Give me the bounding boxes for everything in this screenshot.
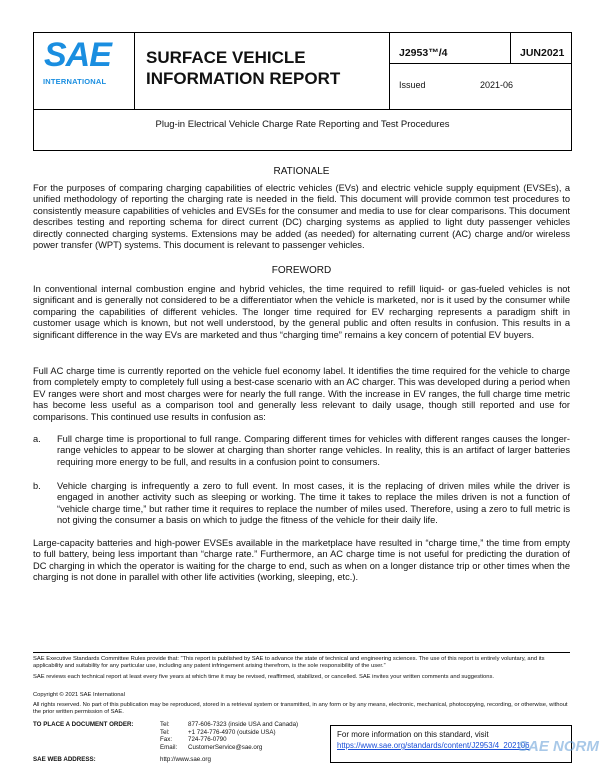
standard-url-link[interactable]: https://www.sae.org/standards/content/J2953/4_202106 [337,741,530,750]
copyright-text: Copyright © 2021 SAE International [33,692,125,698]
list-item: a. Full charge time is proportional to full range. Comparing different times for vehicles with different ranges causes the longer-range vehicles to appear to be slower at charging than shorter range vehicles. In reality, this is an artifact of larger batteries requiring more energy to be full, and results in a confusion point to consumers. [33,434,570,467]
foreword-paragraph-2: Full AC charge time is currently reported on the vehicle fuel economy label. It identifies the time required for the vehicle to charge from completely empty to completely full using a best-case scenario with an AC charger. This was developed during a period when EV ranges were short and most charges were for nearly the full range. With the increase in EV ranges, the full charge time metric has become less useful as a comparison tool and generally less relevant to daily usage, though still reported and use for comparisons. This continued use results in confusion as: [33,366,570,422]
review-text: SAE reviews each technical report at least every five years at which time it may be revised, reaffirmed, stabilized, or cancelled. SAE invites your written comments and suggestions. [33,674,494,680]
rationale-text: For the purposes of comparing charging capabilities of electric vehicles (EVs) and electric vehicle supply equipment (EVSEs), a unified methodology of reporting the charging rate is needed in the field. This document will provide common test procedures to consistently measure capabilities of vehicles and EVSEs for the consumer and media to use for clear comparisons. This document describes testing and reporting schema for direct current (DC) charging systems as applied to light duty passenger vehicles directly connected charging systems. Extensions may be added (as needed) for alternating current (AC) charge and/or wireless power transfer (WPT) systems. This document is relevant to passenger vehicles. [33,183,570,251]
foreword-paragraph-1: In conventional internal combustion engine and hybrid vehicles, the time required to refill liquid- or gas-fueled vehicles is not significant and is generally not considered to be a differentiator when the vehicle is marketed, nor is it used by the consumer while comparing the capabilities of different vehicles. The longer time required for EV recharging represents a paradigm shift in customer usage which is known, but not well understood, by the general public and often results in confusion. This results in a significant difference in the way EVs are marketed and thus “charging time” remains a key concern of potential EV buyers. [33,284,570,340]
order-label: TO PLACE A DOCUMENT ORDER: [33,721,134,728]
list-item: b. Vehicle charging is infrequently a zero to full event. In most cases, it is the replacing of driven miles while the driver is engaged in another activity such as sleeping or working. The time it takes to replace the miles driven is not a function of “vehicle charge time,” but rather time it requires to replace the number of miles used. Therefore, using a zero to full metric is not giving the consumer a basis on which to judge the fitness of the vehicle for their daily life. [33,481,570,526]
web-label: SAE WEB ADDRESS: [33,756,96,763]
foreword-paragraph-3: Large-capacity batteries and high-power EVSEs available in the marketplace have resulted in “charge time,” the time from empty to full battery, being less important than “charge rate.” Furthermore, an AC charge time is not useful for predicting the duration of DC charging in which the operator is waiting for the charge to end, such as when on a longer distance trip or other times when the charging is not done in parallel with other life activities (working, sleeping, etc.). [33,538,570,583]
contact-labels: Tel: Tel: Fax: Email: [160,721,178,751]
document-date: JUN2021 [520,47,565,59]
sae-norm-watermark: SAE NORM [518,738,599,755]
document-subtitle: Plug-in Electrical Vehicle Charge Rate Reporting and Test Procedures [155,119,450,130]
document-header [33,32,572,151]
sae-logo [34,33,134,109]
footer-divider [33,652,570,653]
rights-text: All rights reserved. No part of this publication may be reproduced, stored in a retrieval system or transmitted, in any form or by any means, electronic, mechanical, photocopying, recording, or otherwise, without the prior written permission of SAE. [33,702,568,716]
committee-rules-text: SAE Executive Standards Committee Rules provide that: “This report is published by SAE to advance the state of technical and engineering sciences. The use of this report is entirely voluntary, and its applicability and suitability for any particular use, including any patent infringement arising therefrom, is the sole responsibility of the user.” [33,656,545,670]
report-type: SURFACE VEHICLE INFORMATION REPORT [146,48,341,88]
customer-email-link[interactable]: CustomerService@sae.org [188,743,263,751]
issued-date: 2021-06 [480,80,514,90]
logo-subtext: INTERNATIONAL [43,77,107,86]
contact-values: 877-606-7323 (inside USA and Canada) +1 724-776-4970 (outside USA) 724-776-0790 CustomerService@sae.org [188,721,299,751]
issued-label: Issued [399,80,426,90]
logo-text: SAE [44,36,111,74]
more-info-text: For more information on this standard, visit [337,730,489,739]
sae-web-link[interactable]: http://www.sae.org [160,756,211,763]
foreword-heading: FOREWORD [271,265,332,276]
document-number: J2953™/4 [399,47,448,59]
rationale-heading: RATIONALE [273,166,330,177]
